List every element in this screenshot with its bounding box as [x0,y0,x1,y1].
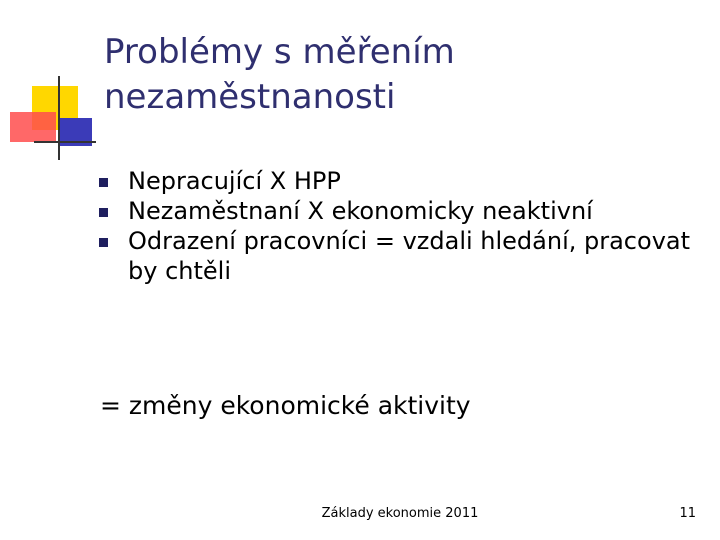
bullet-list [98,166,698,286]
decor-vertical-line [58,76,60,160]
bullet-item [98,226,698,286]
square-bullet-icon [99,178,108,187]
footer-text: Základy ekonomie 2011 [321,506,479,521]
conclusion-text: = změny ekonomické aktivity [100,391,471,420]
bullet-item [98,166,698,196]
square-bullet-icon [99,208,108,217]
bullet-text: Odrazení pracovníci = vzdali hledání, pracovat by chtěli [128,227,691,285]
bullet-text: Nepracující X HPP [128,167,341,195]
decor-red-square [10,112,56,142]
bullet-text: Nezaměstnaní X ekonomicky neaktivní [128,197,593,225]
bullet-item [98,196,698,226]
page-number: 11 [679,506,696,521]
decor-horizontal-line [34,141,96,143]
square-bullet-icon [99,238,108,247]
slide-title: Problémy s měřením nezaměstnanosti [104,32,455,117]
